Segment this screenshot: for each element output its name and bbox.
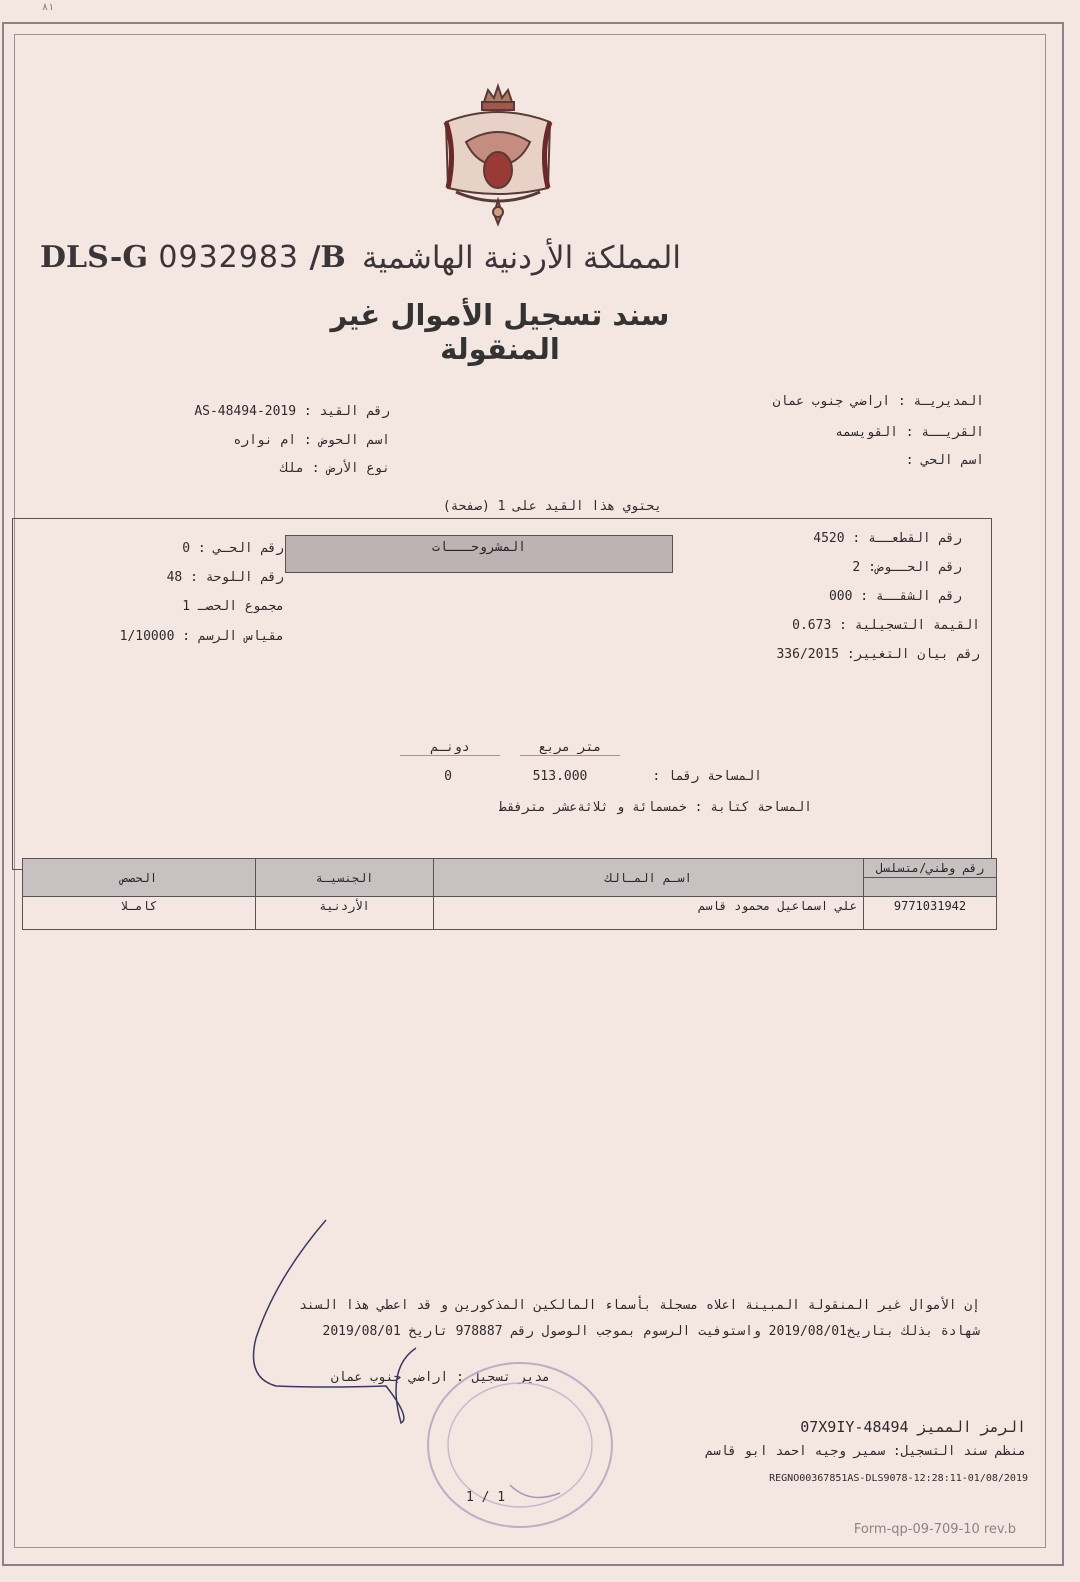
total-shares: مجموع الحصـ 1 — [182, 599, 284, 614]
neighborhood-number: رقم الحـي : 0 — [182, 541, 284, 556]
serial-suffix: /B — [309, 240, 346, 275]
header-owner-name: اسـم المـالك — [434, 859, 864, 897]
registration-reference: REGNO00367851AS-DLS9078-12:28:11-01/08/2019 — [769, 1473, 1028, 1484]
registered-value: القيمة التسجيلية : 0.673 — [792, 618, 980, 633]
header-share: الحصص — [23, 859, 256, 897]
owner-nationality: الأردنية — [256, 897, 434, 930]
owner-share: كامـلا — [23, 897, 256, 930]
map-scale: مقياس الرسم : 1/10000 — [119, 629, 284, 644]
basin-name: اسم الحوض : ام نواره — [233, 433, 390, 448]
area-numeric-label: المساحة رقما : — [652, 769, 762, 784]
document-serial — [40, 240, 346, 275]
area-written: المساحة كتابة : خمسمائة و ثلاثةعشر مترفقط — [498, 800, 812, 815]
certification-line-1: إن الأموال غير المنقولة المبينة اعلاه مسجلة بأسماء المالكين المذكورين و قد اعطي هذا السند — [299, 1298, 980, 1313]
corner-mark: ٨١ — [42, 2, 55, 13]
document-title: سند تسجيل الأموال غير المنقولة — [330, 298, 670, 366]
owners-table — [22, 858, 997, 930]
coat-of-arms-emblem — [436, 82, 560, 230]
basin-number: رقم الحــوض: 2 — [852, 560, 962, 575]
certification-line-2: شهادة بذلك بتاريخ2019/08/01 واستوفيت الرسوم بموجب الوصول رقم 978887 تاريخ 2019/08/01 — [322, 1324, 980, 1339]
board-number: رقم اللوحة : 48 — [166, 570, 284, 585]
serial-prefix: DLS-G — [40, 240, 148, 275]
plot-number: رقم القطعــة : 4520 — [813, 531, 962, 546]
registration-manager: مدير تسجيل : اراضي جنوب عمان — [330, 1370, 550, 1385]
land-type: نوع الأرض : ملك — [280, 461, 390, 476]
apartment-number: رقم الشقــة : 000 — [828, 589, 962, 604]
area-dunum-value: 0 — [444, 769, 452, 784]
page-indicator: 1 / 1 — [466, 1490, 506, 1505]
directorate: المديريـة : اراضي جنوب عمان — [772, 394, 984, 409]
entry-number: رقم القيد : 2019-AS-48494 — [194, 404, 390, 419]
serial-number: 0932983 — [158, 240, 300, 275]
owner-name: علي اسماعيل محمود قاسم — [434, 897, 864, 930]
header-national-id: رقم وطني/متسلسل — [864, 859, 997, 878]
area-sqm-value: 513.000 — [532, 769, 588, 784]
deed-organizer: منظم سند التسجيل: سمير وجيه احمد ابو قاسم — [705, 1444, 1026, 1459]
distinct-code: الرمز المميز 48494-07X9IY — [800, 1418, 1026, 1436]
village: القريــة : القويسمه — [835, 425, 984, 440]
change-statement-number: رقم بيان التغيير: 336/2015 — [776, 647, 980, 662]
header-spacer — [864, 878, 997, 897]
table-row — [23, 897, 997, 930]
page-count: يحتوي هذا القيد على 1 (صفحة) — [442, 499, 662, 514]
annotations-label: المشروحـــات — [432, 540, 526, 555]
annotations-field — [285, 535, 673, 573]
official-stamp — [420, 1355, 620, 1535]
kingdom-name: المملكة الأردنية الهاشمية — [362, 240, 681, 276]
area-dunum-header: دونـم — [400, 740, 500, 756]
area-sqm-header: متر مربع — [520, 740, 620, 756]
owner-national-id: 9771031942 — [864, 897, 997, 930]
neighborhood-name: اسم الحي : — [905, 453, 984, 468]
form-code: Form-qp-09-709-10 rev.b — [853, 1522, 1016, 1537]
header-nationality: الجنسيـة — [256, 859, 434, 897]
